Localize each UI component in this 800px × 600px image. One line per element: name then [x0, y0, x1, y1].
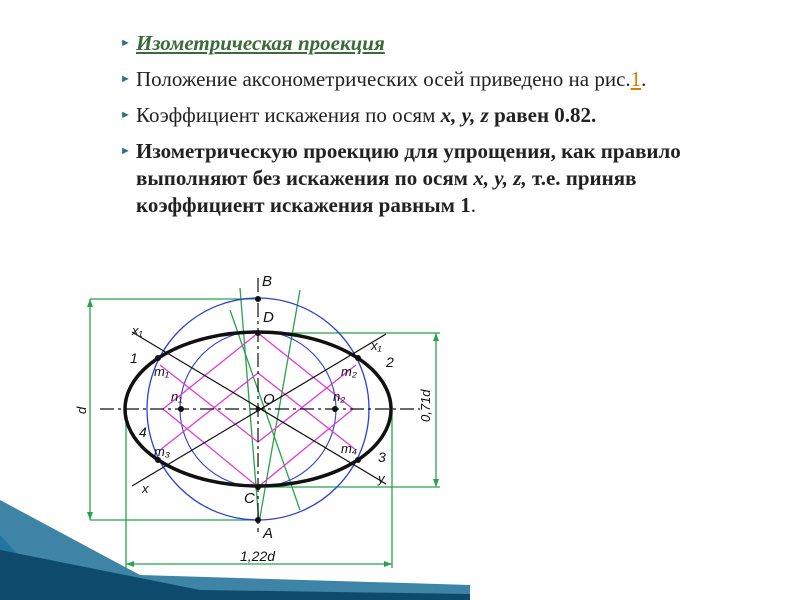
point-B	[255, 296, 261, 302]
label-m1: m₁	[154, 364, 169, 379]
label-x: x	[142, 481, 149, 496]
slide-title-link[interactable]: Изометрическая проекция	[136, 31, 385, 55]
bullet-end: .	[470, 193, 476, 217]
label-y: y	[378, 471, 385, 486]
label-B: B	[262, 273, 273, 290]
label-C: C	[244, 490, 255, 507]
bullet-marker-icon: ►	[120, 109, 131, 121]
label-m2: m₂	[341, 364, 357, 379]
bullet-marker-icon: ►	[120, 145, 131, 157]
label-x1-right: x₁	[371, 338, 382, 353]
bullet-text: Коэффициент искажения по осям	[136, 103, 441, 127]
label-dim-071d: 0,71d	[418, 389, 433, 422]
bullet-axes-position	[120, 66, 740, 93]
bullet-list	[120, 30, 740, 228]
label-dim-d: d	[74, 406, 89, 414]
bullet-marker-icon: ►	[120, 37, 131, 49]
bullet-end: .	[641, 67, 647, 91]
label-1: 1	[130, 350, 138, 366]
label-dim-122d: 1,22d	[240, 548, 276, 564]
label-n1: n₁	[171, 389, 183, 404]
label-m4: m₄	[341, 441, 358, 456]
bullet-coefficient	[120, 102, 740, 129]
label-2: 2	[386, 354, 394, 370]
label-3: 3	[378, 449, 386, 465]
corner-decoration	[0, 490, 470, 600]
axes-names: x, y, z,	[473, 166, 527, 190]
bullet-text: Положение аксонометрических осей приведено на рис.	[136, 67, 631, 91]
point-m1	[155, 355, 161, 361]
bullet-text-tail: т.е. приняв коэффициент искажения равным 1	[136, 166, 637, 217]
label-4: 4	[139, 424, 147, 440]
bullet-text-tail: равен 0.82.	[488, 103, 597, 127]
point-m2	[355, 355, 361, 361]
label-x1-left: x₁	[132, 323, 143, 338]
bullet-text: Изометрическую проекцию для упрощения, как правило выполняют без искажения по осям	[136, 139, 681, 190]
point-D	[255, 330, 261, 336]
label-n2: n₂	[333, 389, 346, 404]
bullet-simplification	[120, 138, 740, 219]
label-D: D	[263, 309, 274, 326]
point-O	[256, 407, 261, 412]
axes-names: x, y, z	[440, 103, 489, 127]
point-m4	[355, 457, 361, 463]
figure-link[interactable]: 1	[630, 67, 642, 91]
point-n1	[178, 406, 184, 412]
label-m3: m₃	[154, 444, 170, 459]
point-n2	[332, 406, 338, 412]
bullet-marker-icon: ►	[120, 73, 131, 85]
label-O: O	[263, 391, 275, 408]
label-A: A	[263, 525, 274, 542]
bullet-title	[120, 30, 740, 57]
